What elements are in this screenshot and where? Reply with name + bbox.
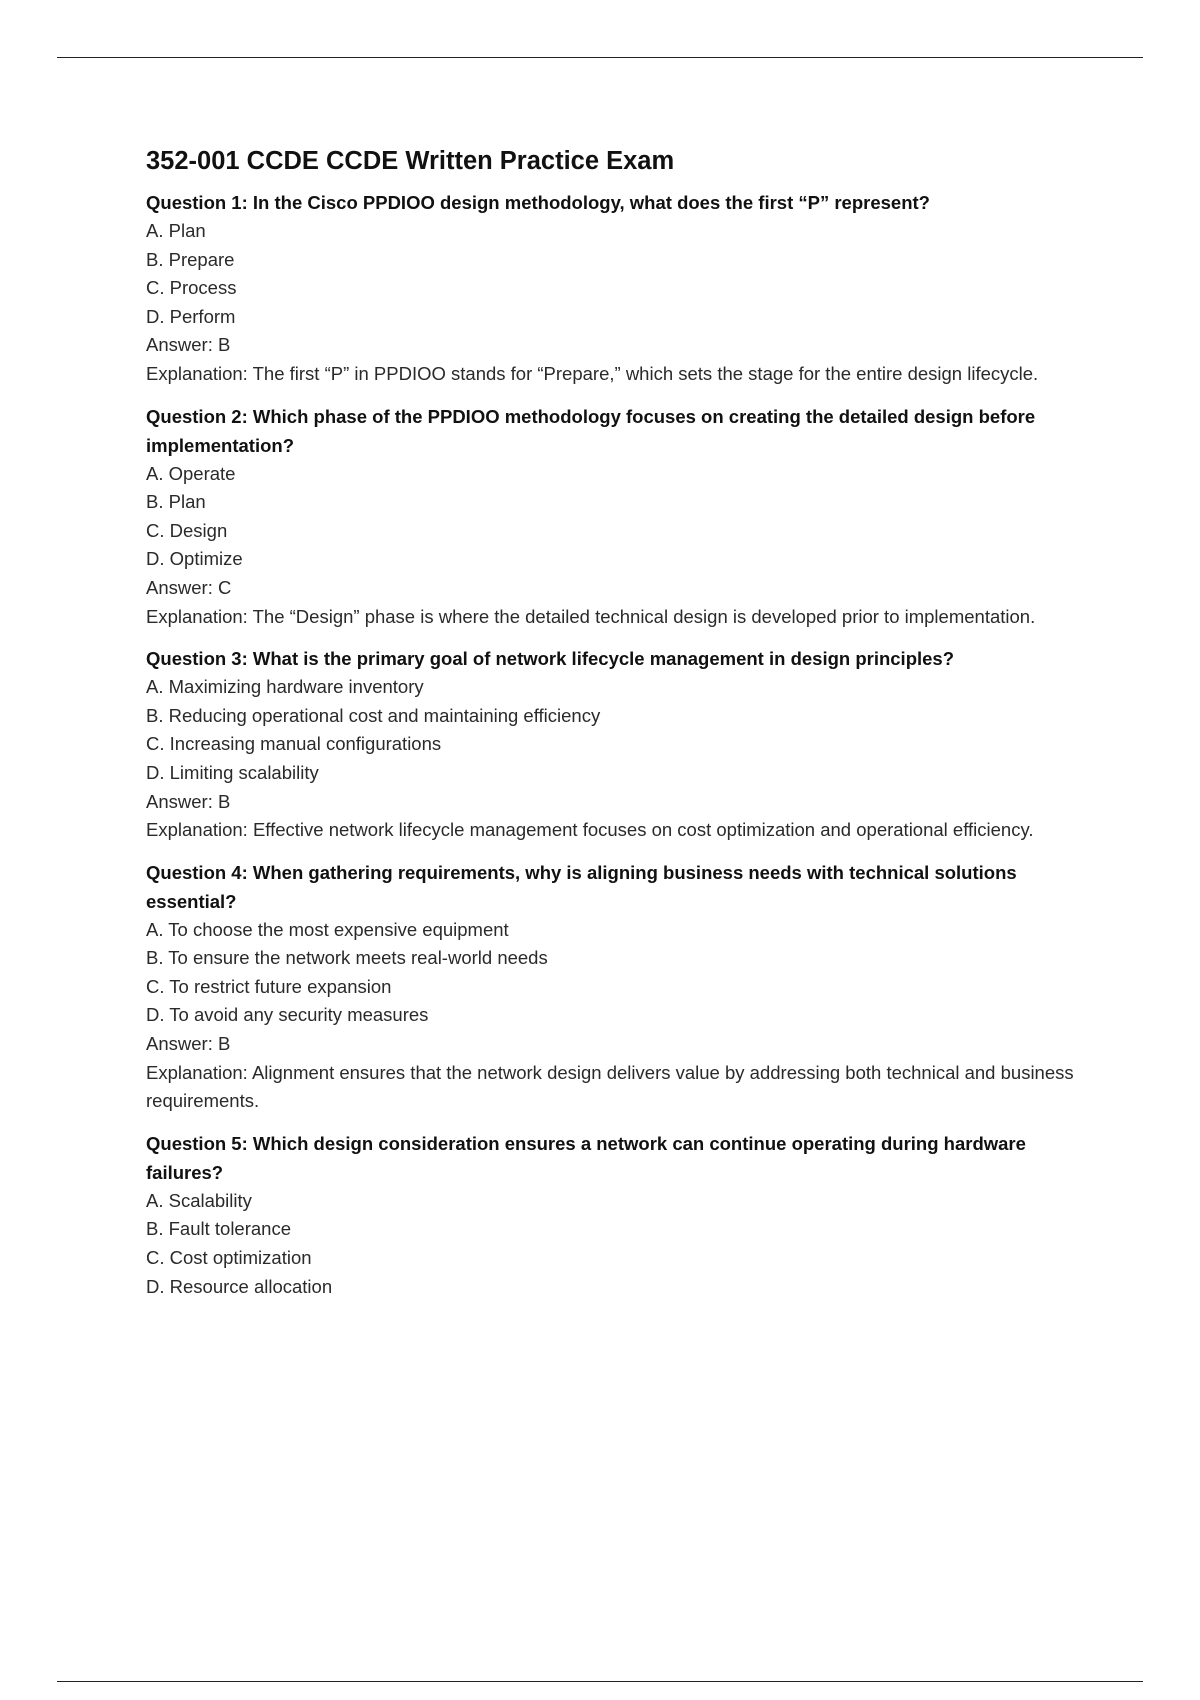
option-a: A. Operate	[146, 462, 236, 484]
answer: Answer: C	[146, 576, 232, 598]
question-prompt: Which phase of the PPDIOO methodology focuses on creating the detailed design before implementation?	[146, 405, 1036, 456]
option-c: C. Increasing manual configurations	[146, 733, 442, 755]
option-b: B. Prepare	[146, 248, 235, 270]
question-number: Question 3:	[146, 648, 248, 670]
option-d: D. Perform	[146, 305, 236, 327]
explanation: Explanation: The “Design” phase is where the detailed technical design is developed prior to implementation.	[146, 605, 1036, 627]
question-prompt: In the Cisco PPDIOO design methodology, what does the first “P” represent?	[252, 192, 930, 213]
explanation: Explanation: Alignment ensures that the network design delivers value by addressing both technical and business requirements.	[146, 1061, 1074, 1112]
question-number: Question 2:	[146, 405, 248, 427]
question-prompt: Which design consideration ensures a network can continue operating during hardware failures?	[146, 1132, 1026, 1183]
option-a: A. Scalability	[146, 1189, 252, 1211]
question-4	[146, 858, 1096, 1116]
option-a: A. To choose the most expensive equipment	[146, 918, 509, 940]
question-number: Question 5:	[146, 1132, 248, 1154]
answer: Answer: B	[146, 790, 231, 812]
option-b: B. Reducing operational cost and maintaining efficiency	[146, 704, 601, 726]
question-5	[146, 1129, 1096, 1301]
footer-rule	[57, 1681, 1143, 1682]
question-prompt: When gathering requirements, why is aligning business needs with technical solutions essential?	[146, 861, 1017, 912]
question-text	[146, 1129, 1096, 1187]
option-a: A. Plan	[146, 220, 206, 241]
document-body	[146, 144, 1096, 1314]
option-d: D. Resource allocation	[146, 1275, 333, 1297]
question-text	[146, 402, 1096, 460]
question-1	[146, 188, 1096, 389]
question-text	[146, 188, 1096, 217]
option-b: B. To ensure the network meets real-world needs	[146, 947, 548, 969]
question-text	[146, 858, 1096, 916]
option-c: C. To restrict future expansion	[146, 975, 392, 997]
option-d: D. Optimize	[146, 548, 243, 570]
question-2	[146, 402, 1096, 632]
question-3	[146, 644, 1096, 845]
answer: Answer: B	[146, 1033, 231, 1055]
option-d: D. Limiting scalability	[146, 761, 319, 783]
option-b: B. Fault tolerance	[146, 1218, 291, 1240]
option-b: B. Plan	[146, 491, 206, 513]
option-c: C. Cost optimization	[146, 1247, 312, 1269]
option-a: A. Maximizing hardware inventory	[146, 676, 424, 698]
question-text	[146, 644, 1096, 673]
explanation: Explanation: The first “P” in PPDIOO stands for “Prepare,” which sets the stage for the entire design lifecycle.	[146, 362, 1039, 384]
option-d: D. To avoid any security measures	[146, 1004, 429, 1026]
explanation: Explanation: Effective network lifecycle management focuses on cost optimization and operational efficiency.	[146, 819, 1034, 841]
header-rule	[57, 57, 1143, 58]
question-number: Question 4:	[146, 861, 248, 883]
question-number: Question 1:	[146, 192, 248, 213]
answer: Answer: B	[146, 334, 231, 356]
option-c: C. Design	[146, 519, 228, 541]
document-title: 352-001 CCDE CCDE Written Practice Exam	[146, 147, 675, 175]
option-c: C. Process	[146, 277, 237, 299]
question-prompt: What is the primary goal of network lifecycle management in design principles?	[252, 648, 955, 670]
